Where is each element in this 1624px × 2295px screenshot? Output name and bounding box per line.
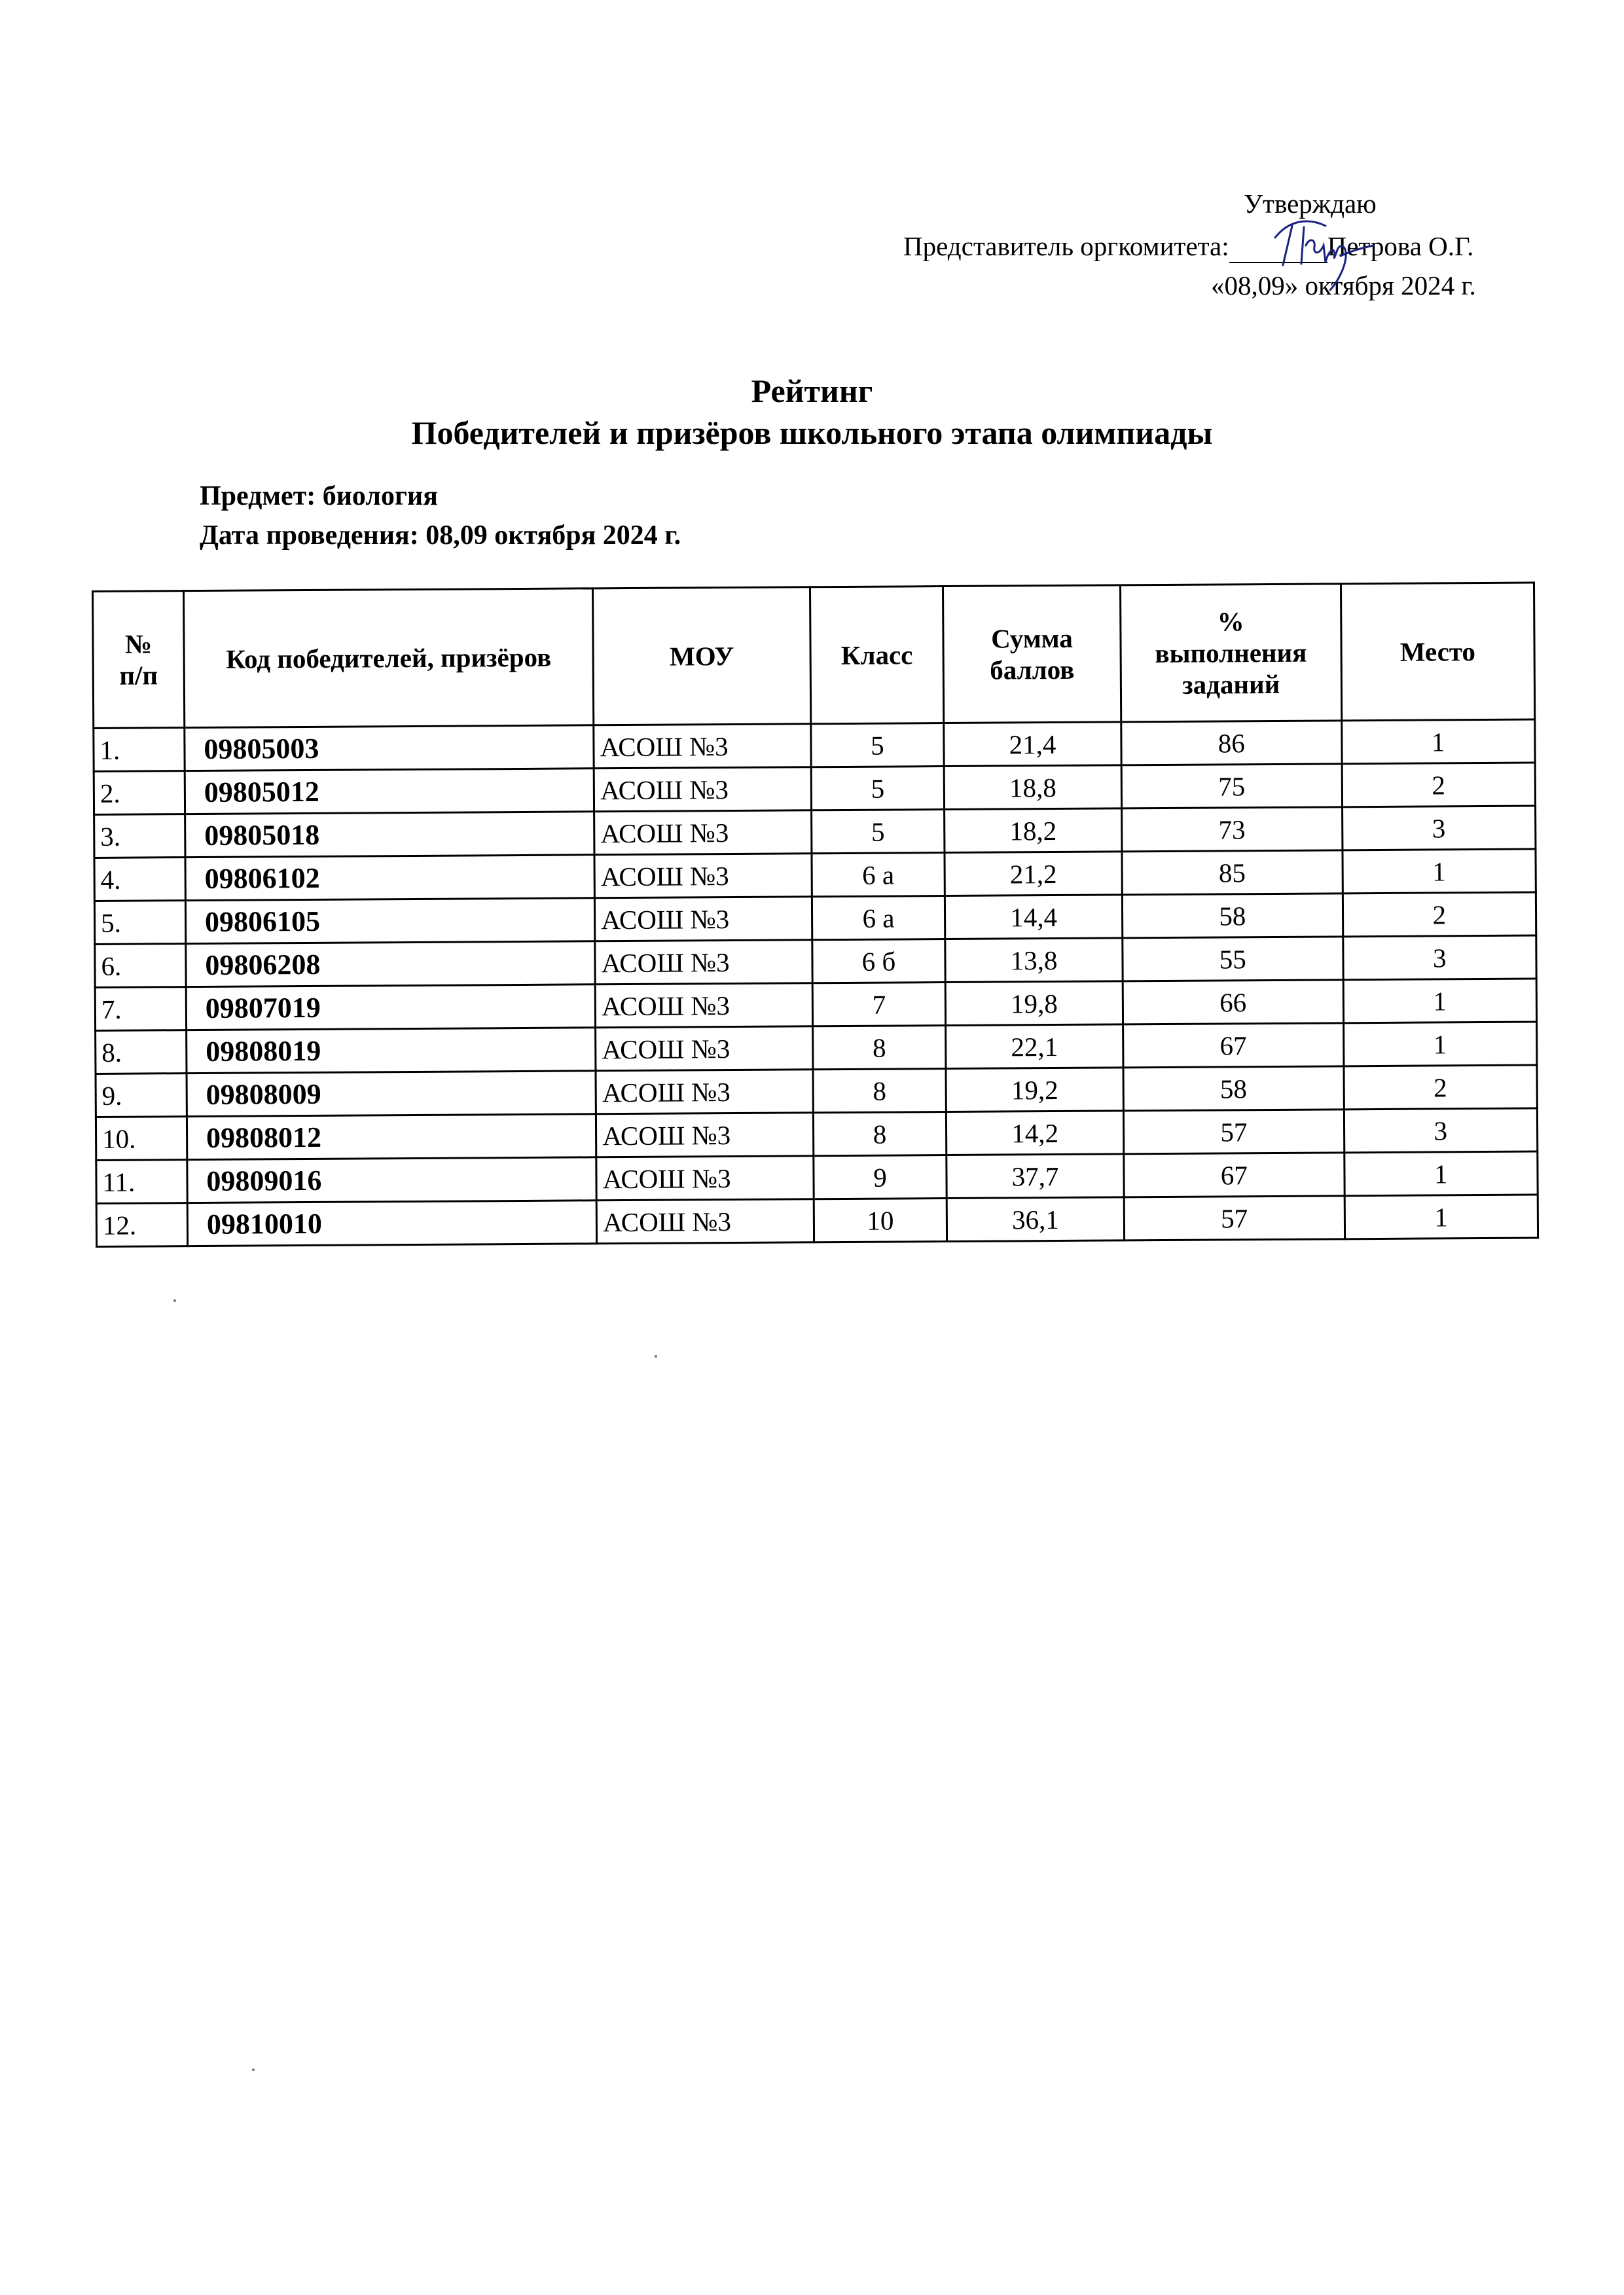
cell-percent: 86: [1121, 721, 1342, 765]
cell-percent: 58: [1122, 894, 1343, 938]
cell-percent: 57: [1124, 1196, 1344, 1240]
cell-place: 1: [1343, 979, 1537, 1023]
cell-mou: АСОШ №3: [596, 1026, 813, 1071]
cell-mou: АСОШ №3: [595, 897, 812, 941]
cell-percent: 55: [1123, 937, 1343, 981]
cell-sum: 37,7: [947, 1154, 1124, 1199]
cell-sum: 14,2: [946, 1111, 1123, 1155]
cell-place: 2: [1342, 763, 1536, 807]
cell-mou: АСОШ №3: [596, 1070, 813, 1114]
title-line-2: Победителей и призёров школьного этапа олимпиады: [411, 414, 1213, 451]
cell-percent: 57: [1123, 1110, 1344, 1154]
cell-place: 1: [1344, 1151, 1538, 1196]
header-percent-line1: %: [1217, 606, 1244, 637]
cell-percent: 85: [1122, 850, 1343, 895]
cell-place: 1: [1344, 1195, 1538, 1239]
header-percent-line2: выполнения: [1155, 637, 1307, 669]
approval-date: «08,09» октября 2024 г.: [1211, 270, 1476, 300]
cell-class: 8: [813, 1069, 946, 1113]
cell-sum: 13,8: [945, 938, 1123, 983]
cell-code: 09805003: [185, 725, 594, 771]
representative-label: Представитель оргкомитета:: [903, 231, 1229, 261]
cell-sum: 18,2: [945, 808, 1122, 853]
header-num-line2: п/п: [119, 660, 158, 691]
cell-percent: 75: [1121, 764, 1342, 808]
cell-percent: 67: [1124, 1153, 1344, 1197]
cell-class: 8: [813, 1112, 946, 1156]
rating-table: [92, 582, 1539, 1248]
table-body: [94, 719, 1538, 1246]
approval-heading: Утверждаю: [1244, 189, 1377, 219]
cell-place: 3: [1342, 806, 1536, 850]
header-place: Место: [1341, 583, 1535, 721]
header-mou: МОУ: [593, 587, 811, 725]
cell-mou: АСОШ №3: [594, 724, 811, 768]
cell-class: 7: [812, 983, 945, 1026]
header-percent-line3: заданий: [1182, 668, 1280, 700]
cell-mou: АСОШ №3: [596, 1199, 814, 1244]
cell-num: 9.: [96, 1074, 187, 1117]
cell-sum: 19,2: [946, 1068, 1123, 1112]
cell-mou: АСОШ №3: [596, 1156, 814, 1201]
cell-class: 6 а: [812, 853, 945, 897]
cell-sum: 14,4: [945, 895, 1122, 939]
cell-code: 09806105: [185, 898, 595, 944]
handwritten-signature: [1263, 200, 1375, 291]
header-sum: [943, 585, 1121, 723]
cell-num: 6.: [95, 944, 186, 988]
cell-num: 12.: [96, 1203, 187, 1247]
cell-class: 10: [814, 1199, 947, 1242]
table-row: [96, 1195, 1538, 1246]
cell-mou: АСОШ №3: [594, 767, 811, 812]
cell-sum: 21,2: [945, 852, 1122, 896]
scan-speck: [252, 2069, 255, 2071]
cell-mou: АСОШ №3: [594, 854, 812, 898]
cell-num: 3.: [94, 814, 185, 858]
cell-num: 5.: [94, 901, 185, 945]
cell-num: 2.: [94, 771, 185, 815]
header-sum-line2: баллов: [990, 654, 1075, 685]
cell-percent: 66: [1123, 980, 1343, 1024]
cell-num: 10.: [96, 1117, 187, 1161]
cell-code: 09806102: [185, 855, 595, 901]
cell-class: 5: [812, 810, 945, 854]
cell-class: 5: [811, 767, 944, 810]
cell-sum: 21,4: [944, 722, 1121, 767]
cell-mou: АСОШ №3: [596, 1113, 814, 1157]
cell-class: 5: [811, 723, 944, 767]
cell-percent: 58: [1123, 1066, 1344, 1111]
cell-place: 2: [1344, 1065, 1538, 1110]
cell-code: 09805012: [185, 768, 594, 814]
cell-percent: 73: [1122, 807, 1343, 852]
header-class: Класс: [810, 587, 943, 724]
header-sum-line1: Сумма: [991, 623, 1073, 654]
scan-speck: [173, 1299, 176, 1302]
cell-place: 1: [1342, 849, 1536, 894]
cell-sum: 19,8: [945, 981, 1123, 1026]
cell-num: 11.: [96, 1160, 187, 1204]
cell-code: 09810010: [187, 1201, 597, 1246]
cell-code: 09808009: [187, 1071, 596, 1117]
cell-num: 7.: [95, 987, 186, 1031]
cell-class: 8: [813, 1026, 946, 1070]
cell-place: 3: [1344, 1108, 1538, 1153]
cell-code: 09806208: [186, 941, 596, 987]
cell-mou: АСОШ №3: [595, 940, 812, 985]
header-num-line1: №: [124, 628, 153, 659]
table-header-row: [93, 583, 1535, 728]
cell-mou: АСОШ №3: [595, 983, 812, 1028]
subject-line: Предмет: биология: [200, 481, 438, 511]
cell-num: 4.: [94, 858, 185, 901]
header-num: [93, 591, 185, 729]
representative-line: [903, 229, 1473, 263]
cell-class: 9: [814, 1155, 947, 1199]
cell-sum: 18,8: [944, 765, 1121, 810]
cell-mou: АСОШ №3: [594, 810, 812, 855]
representative-name: Петрова О.Г.: [1327, 231, 1474, 261]
date-line: Дата проведения: 08,09 октября 2024 г.: [200, 520, 681, 551]
cell-code: 09808019: [187, 1028, 596, 1074]
title-line-1: Рейтинг: [751, 372, 873, 409]
cell-place: 1: [1341, 719, 1535, 764]
meta-block: [200, 477, 681, 555]
cell-num: 1.: [94, 728, 185, 772]
cell-place: 3: [1343, 935, 1536, 980]
cell-place: 1: [1343, 1022, 1537, 1066]
cell-num: 8.: [96, 1030, 187, 1074]
scan-speck: [655, 1355, 657, 1358]
cell-place: 2: [1343, 892, 1536, 937]
cell-code: 09805018: [185, 812, 595, 858]
cell-sum: 22,1: [946, 1024, 1123, 1069]
cell-class: 6 а: [812, 896, 945, 940]
cell-code: 09808012: [187, 1114, 596, 1160]
header-percent: [1121, 584, 1342, 722]
cell-sum: 36,1: [947, 1197, 1124, 1242]
cell-code: 09809016: [187, 1157, 597, 1203]
cell-class: 6 б: [812, 939, 945, 983]
cell-code: 09807019: [186, 985, 596, 1030]
header-code: Код победителей, призёров: [183, 588, 594, 728]
cell-percent: 67: [1123, 1023, 1344, 1068]
document-title: [0, 370, 1624, 454]
